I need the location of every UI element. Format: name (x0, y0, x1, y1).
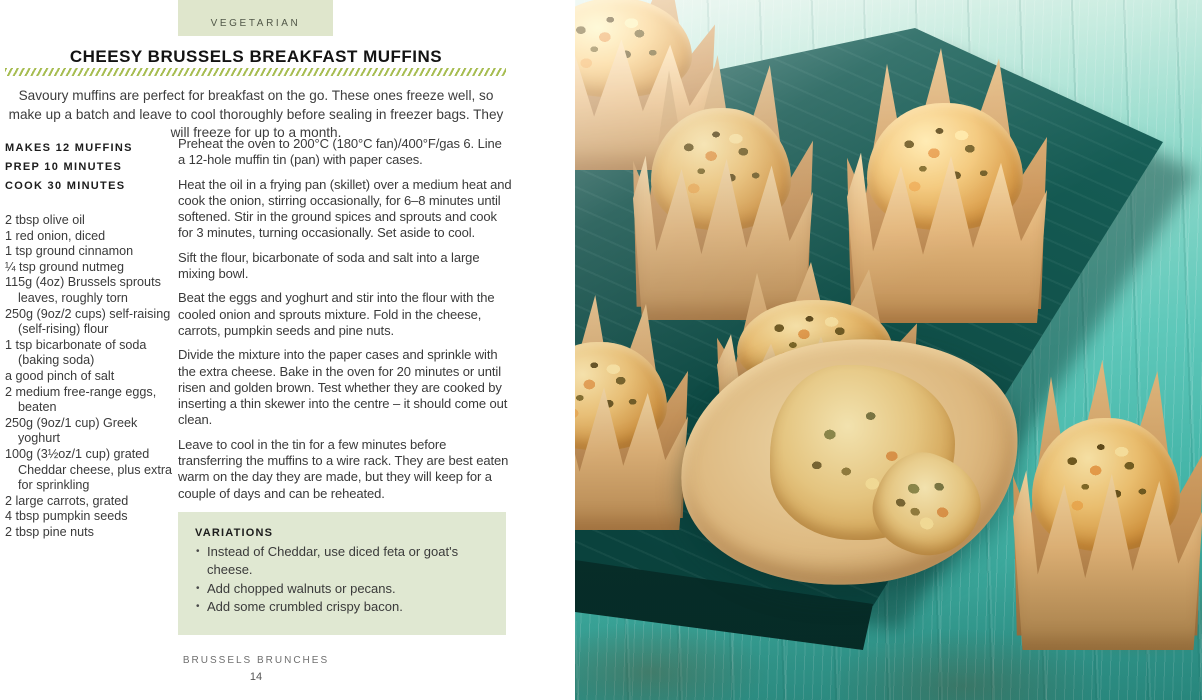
ingredient-item: 2 tbsp pine nuts (5, 524, 94, 539)
recipe-meta (5, 139, 173, 196)
ingredient-item: 2 medium free-range eggs, beaten (5, 384, 157, 415)
variation-item: • Instead of Cheddar, use diced feta or goat's cheese. (195, 543, 492, 580)
page-number: 14 (249, 671, 263, 683)
vegetarian-tag-label: VEGETARIAN (210, 18, 301, 29)
method-paragraph: Divide the mixture into the paper cases and sprinkle with the extra cheese. Bake in the oven for 20 minutes or until risen and golden brown. Test whether they are cooked by inserting a thin skewer into the centre – it should come out clean. (178, 347, 508, 428)
recipe-sidebar (5, 139, 173, 540)
meta-line: COOK 30 MINUTES (5, 180, 126, 192)
method-steps (178, 136, 512, 502)
variations-title: VARIATIONS (195, 526, 274, 539)
muffin (575, 295, 688, 530)
ingredient-item: ¼ tsp ground nutmeg (5, 259, 125, 274)
ingredient-item: 1 tsp bicarbonate of soda (baking soda) (5, 337, 147, 368)
method-paragraph: Sift the flour, bicarbonate of soda and salt into a large mixing bowl. (178, 249, 480, 282)
ingredient-item: 250g (9oz/1 cup) Greek yoghurt (5, 415, 138, 446)
ingredient-item: 115g (4oz) Brussels sprouts leaves, roughly torn (5, 275, 161, 305)
method-column (178, 136, 512, 635)
method-paragraph: Heat the oil in a frying pan (skillet) over a medium heat and cook the onion, stirring occasionally, for 6–8 minutes until softened. Stir in the ground spices and sprouts and cook for 3 minutes, turning occasionally. Set aside to cool. (178, 176, 512, 241)
meta-line: PREP 10 MINUTES (5, 161, 123, 173)
ingredient-item: 2 tbsp olive oil (5, 213, 85, 227)
variation-item: • Add chopped walnuts or pecans. (195, 580, 492, 599)
variations-box (178, 512, 506, 635)
ingredient-item: a good pinch of salt (5, 368, 115, 383)
hatched-divider (5, 68, 506, 76)
recipe-intro: Savoury muffins are perfect for breakfast on the go. These ones freeze well, so make up a batch and leave to cool thoroughly before sealing in freezer bags. They will freeze for up to a month. (8, 88, 504, 140)
method-paragraph: Beat the eggs and yoghurt and stir into the flour with the cooled onion and sprouts mixture. Fold in the cheese, carrots, pumpkin seeds and pine nuts. (178, 290, 495, 338)
ingredients-list (5, 213, 173, 540)
recipe-photo (575, 0, 1202, 700)
ingredient-item: 250g (9oz/2 cups) self-raising (self-rising) flour (5, 306, 171, 337)
variations-list (195, 543, 492, 617)
recipe-title: CHEESY BRUSSELS BREAKFAST MUFFINS (69, 47, 443, 66)
recipe-page (0, 0, 575, 700)
chapter-footer: BRUSSELS BRUNCHES (182, 655, 330, 666)
ingredient-item: 2 large carrots, grated (5, 493, 129, 508)
meta-line: MAKES 12 MUFFINS (5, 142, 133, 154)
vegetarian-tag (178, 0, 333, 36)
method-paragraph: Preheat the oven to 200°C (180°C fan)/400°F/gas 6. Line a 12-hole muffin tin (pan) with paper cases. (178, 136, 502, 168)
ingredient-item: 1 red onion, diced (5, 228, 106, 243)
method-paragraph: Leave to cool in the tin for a few minutes before transferring the muffins to a wire rack. They are best eaten warm on the day they are made, but they will keep for a couple of days and can be reheated. (178, 436, 509, 501)
ingredient-item: 4 tbsp pumpkin seeds (5, 509, 128, 524)
variation-item: • Add some crumbled crispy bacon. (195, 598, 492, 617)
ingredient-item: 100g (3½oz/1 cup) grated Cheddar cheese, plus extra for sprinkling (5, 446, 173, 493)
muffin (1013, 360, 1202, 650)
ingredient-item: 1 tsp ground cinnamon (5, 244, 134, 259)
